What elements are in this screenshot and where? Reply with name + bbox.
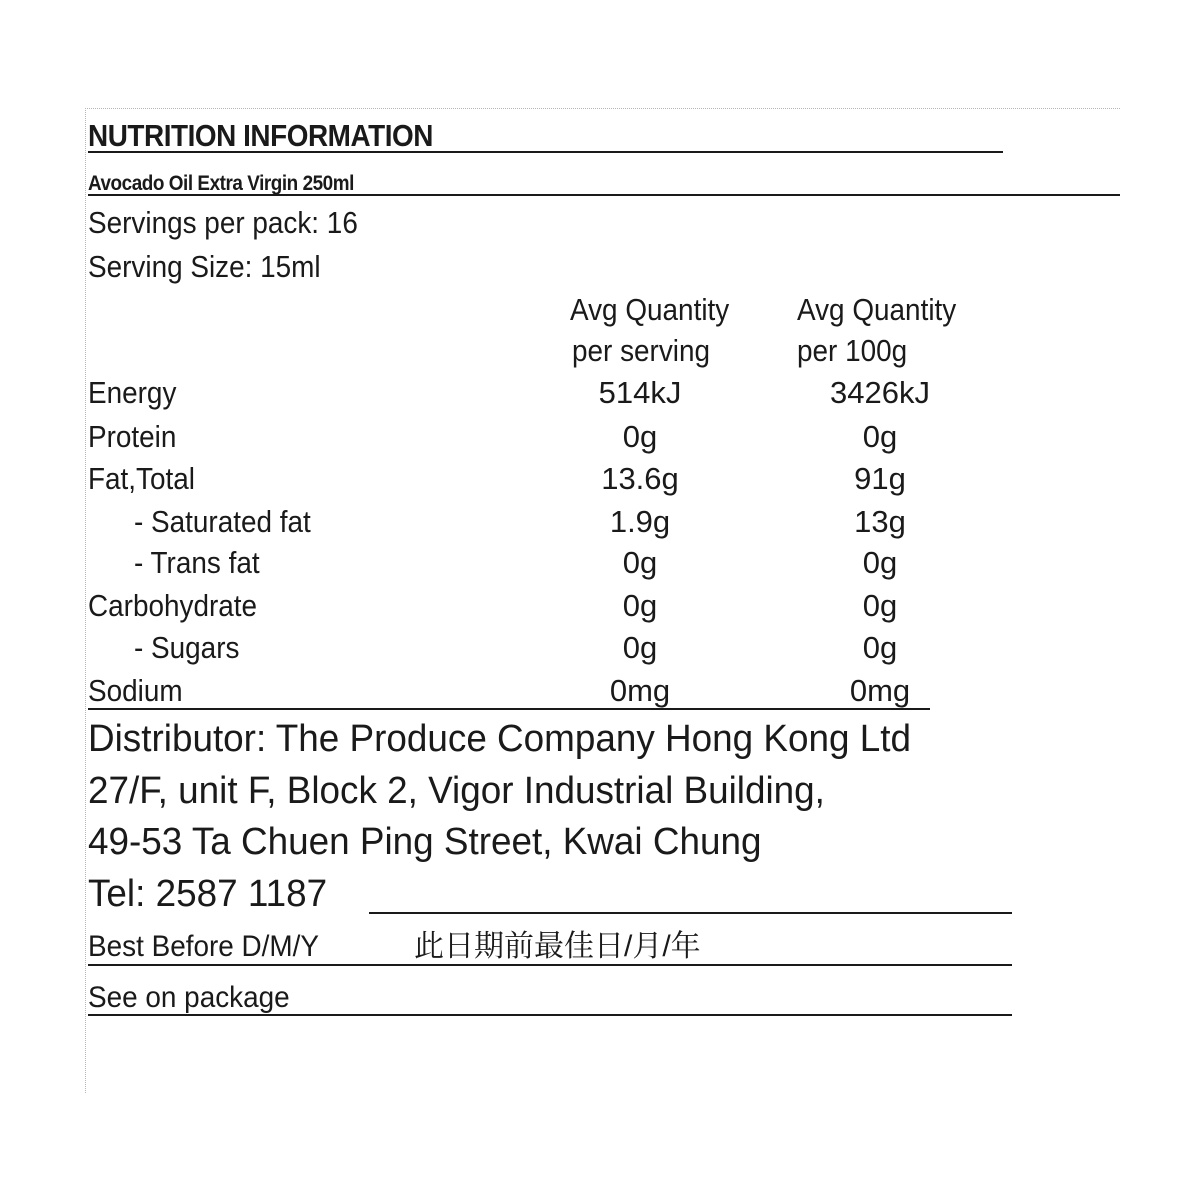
distributor-address-line2: 49-53 Ta Chuen Ping Street, Kwai Chung (88, 821, 762, 863)
best-before-underline (88, 964, 1012, 966)
nutrient-label: Energy (88, 375, 177, 410)
nutrient-per-serving: 13.6g (601, 461, 679, 496)
serving-size: Serving Size: 15ml (88, 249, 321, 284)
column-header-per-serving-line1: Avg Quantity (570, 292, 730, 327)
nutrient-label: Carbohydrate (88, 588, 258, 623)
nutrient-per-serving: 0g (622, 588, 658, 623)
tel-underline (369, 912, 1012, 914)
nutrient-label: Fat,Total (88, 461, 196, 496)
nutrient-label: - Saturated fat (134, 504, 311, 539)
nutrient-per-serving: 514kJ (598, 375, 682, 410)
table-bottom-rule (88, 708, 930, 710)
distributor-tel: Tel: 2587 1187 (88, 873, 328, 915)
distributor-address-line1: 27/F, unit F, Block 2, Vigor Industrial Building, (88, 770, 825, 812)
title-underline (88, 151, 1003, 153)
product-name: Avocado Oil Extra Virgin 250ml (88, 172, 354, 195)
column-header-per-100g-line1: Avg Quantity (797, 292, 957, 327)
servings-per-pack: Servings per pack: 16 (88, 205, 358, 240)
nutrient-per-100g: 0g (862, 419, 898, 454)
column-header-per-100g-line2: per 100g (797, 333, 908, 368)
nutrient-per-serving: 0mg (609, 673, 671, 708)
product-underline (88, 194, 1120, 196)
nutrient-per-serving: 0g (622, 419, 658, 454)
best-before-label-chinese: 此日期前最佳日/月/年 (414, 930, 701, 963)
distributor-name: Distributor: The Produce Company Hong Kong Ltd (88, 718, 911, 760)
nutrient-per-serving: 0g (622, 630, 658, 665)
nutrient-per-100g: 3426kJ (830, 375, 930, 410)
best-before-label: Best Before D/M/Y (88, 930, 320, 963)
nutrient-per-100g: 0mg (849, 673, 911, 708)
nutrient-per-100g: 0g (862, 630, 898, 665)
nutrient-per-100g: 91g (854, 461, 906, 496)
nutrient-label: Protein (88, 419, 177, 454)
nutrient-per-serving: 0g (622, 545, 658, 580)
see-on-package-note: See on package (88, 981, 290, 1014)
grid-border-top (85, 108, 1120, 109)
grid-border-left (85, 108, 86, 1093)
nutrient-label: - Trans fat (134, 545, 260, 580)
see-on-package-underline (88, 1014, 1012, 1016)
label-title: NUTRITION INFORMATION (88, 118, 433, 153)
nutrient-per-100g: 13g (854, 504, 906, 539)
nutrient-per-serving: 1.9g (609, 504, 671, 539)
nutrient-label: - Sugars (134, 630, 240, 665)
nutrient-per-100g: 0g (862, 545, 898, 580)
nutrient-label: Sodium (88, 673, 183, 708)
nutrient-per-100g: 0g (862, 588, 898, 623)
column-header-per-serving-line2: per serving (572, 333, 711, 368)
